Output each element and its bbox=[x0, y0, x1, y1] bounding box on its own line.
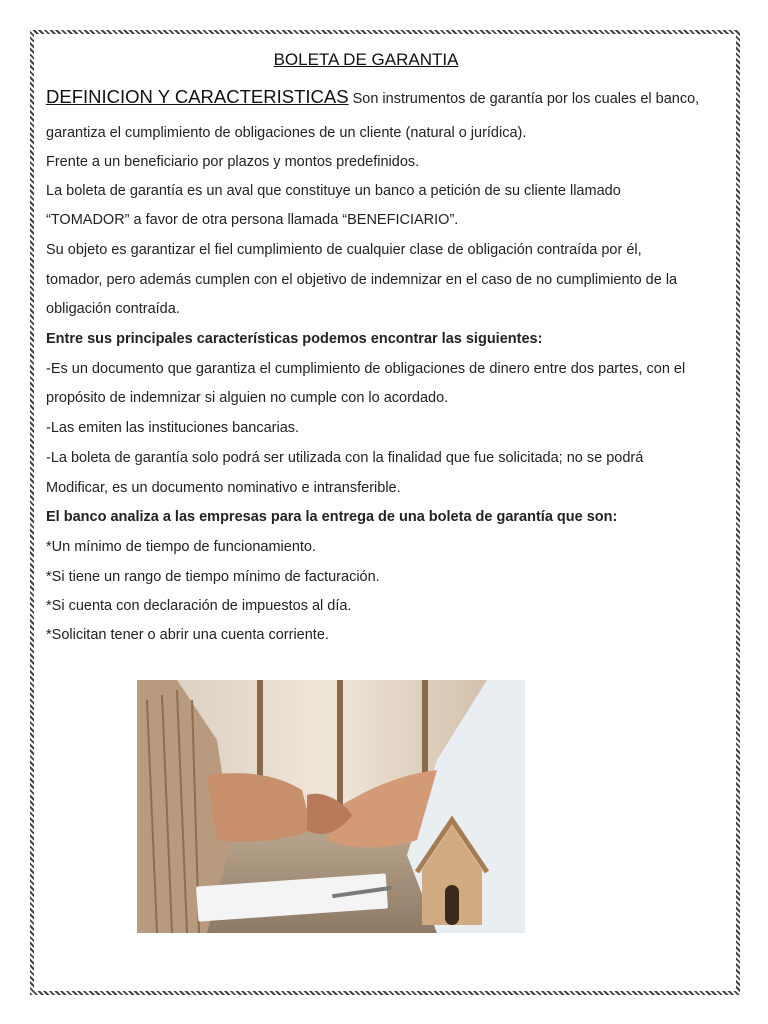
text-line: Frente a un beneficiario por plazos y montos predefinidos. bbox=[46, 154, 420, 170]
handshake-illustration bbox=[137, 680, 525, 933]
text-line: -Es un documento que garantiza el cumplimiento de obligaciones de dinero entre dos partes, con el bbox=[46, 361, 686, 377]
text-line: Su objeto es garantizar el fiel cumplimiento de cualquier clase de obligación contraída por él, bbox=[46, 242, 642, 258]
document-title: BOLETA DE GARANTIA bbox=[273, 50, 459, 69]
list-item: *Si cuenta con declaración de impuestos al día. bbox=[46, 598, 352, 614]
section-heading: DEFINICION Y CARACTERISTICAS bbox=[46, 86, 349, 107]
heading-continuation: Son instrumentos de garantía por los cuales el banco, bbox=[348, 91, 700, 107]
text-line: “TOMADOR” a favor de otra persona llamada “BENEFICIARIO”. bbox=[46, 212, 459, 228]
handshake-photo bbox=[137, 680, 525, 933]
heading-line bbox=[46, 88, 699, 108]
text-line: -Las emiten las instituciones bancarias. bbox=[46, 420, 300, 436]
list-item: *Si tiene un rango de tiempo mínimo de facturación. bbox=[46, 569, 380, 585]
list-item: *Un mínimo de tiempo de funcionamiento. bbox=[46, 539, 317, 555]
text-line: garantiza el cumplimiento de obligaciones de un cliente (natural o jurídica). bbox=[46, 125, 527, 141]
subheading-line: Entre sus principales características podemos encontrar las siguientes: bbox=[46, 331, 543, 347]
list-item: *Solicitan tener o abrir una cuenta corriente. bbox=[46, 627, 329, 643]
text-line: propósito de indemnizar si alguien no cumple con lo acordado. bbox=[46, 390, 449, 406]
subheading-line: El banco analiza a las empresas para la entrega de una boleta de garantía que son: bbox=[46, 509, 618, 525]
text-line: tomador, pero además cumplen con el objetivo de indemnizar en el caso de no cumplimiento de la bbox=[46, 272, 678, 288]
text-line: -La boleta de garantía solo podrá ser utilizada con la finalidad que fue solicitada; no se podrá bbox=[46, 450, 644, 466]
text-line: La boleta de garantía es un aval que constituye un banco a petición de su cliente llamado bbox=[46, 183, 621, 199]
text-line: Modificar, es un documento nominativo e intransferible. bbox=[46, 480, 401, 496]
text-line: obligación contraída. bbox=[46, 301, 180, 317]
